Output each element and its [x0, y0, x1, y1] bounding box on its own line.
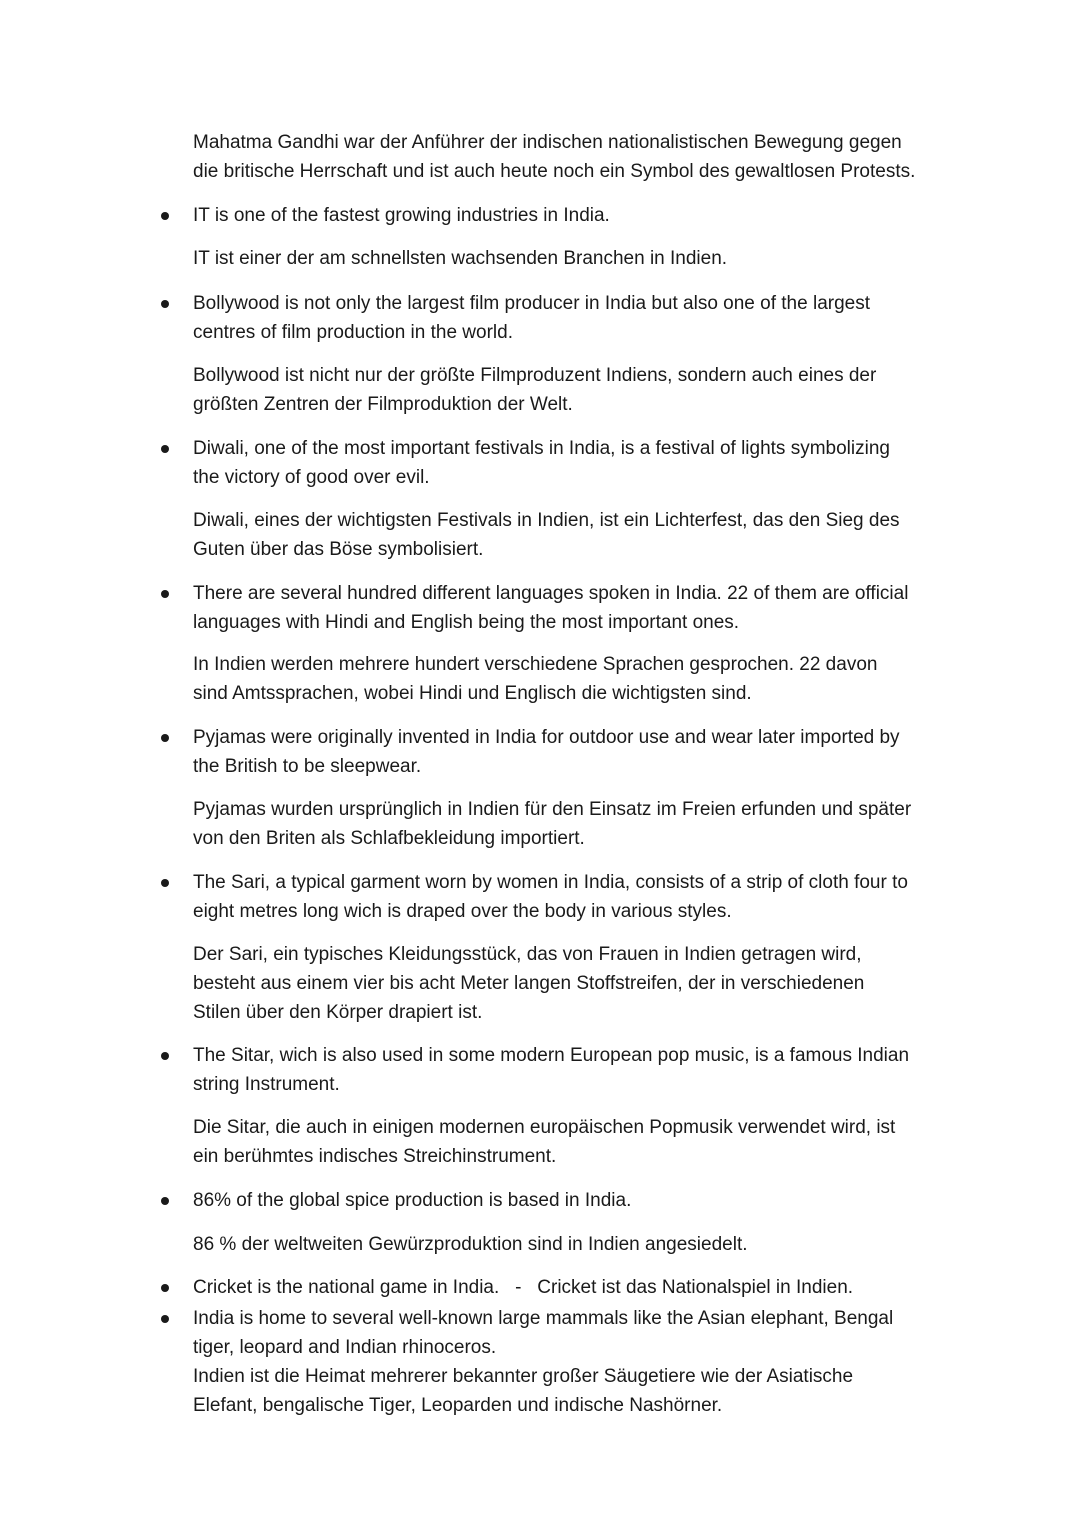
text-line: There are several hundred different languages spoken in India. 22 of them are official — [193, 583, 909, 604]
text-line: tiger, leopard and Indian rhinoceros. — [193, 1337, 497, 1358]
text-line: Diwali, eines der wichtigsten Festivals in Indien, ist ein Lichterfest, das den Sieg des — [193, 510, 900, 531]
text-line: Indien ist die Heimat mehrerer bekannter großer Säugetiere wie der Asiatische — [193, 1366, 854, 1387]
fact-sitar-de — [193, 1113, 963, 1171]
fact-spice-de — [193, 1230, 963, 1259]
text-line: Mahatma Gandhi war der Anführer der indischen nationalistischen Bewegung gegen — [193, 132, 902, 153]
fact-spice-en — [193, 1186, 963, 1215]
bullet-icon — [161, 879, 169, 887]
fact-pyjamas-en — [193, 723, 963, 781]
intro-translation — [193, 128, 963, 186]
text-line: The Sari, a typical garment worn by women in India, consists of a strip of cloth four to — [193, 872, 908, 893]
text-line: die britische Herrschaft und ist auch heute noch ein Symbol des gewaltlosen Protests. — [193, 161, 916, 182]
text-line: Die Sitar, die auch in einigen modernen europäischen Popmusik verwendet wird, ist — [193, 1117, 896, 1138]
text-line: The Sitar, wich is also used in some modern European pop music, is a famous Indian — [193, 1045, 910, 1066]
text-line: Bollywood is not only the largest film producer in India but also one of the largest — [193, 293, 870, 314]
text-line: Diwali, one of the most important festivals in India, is a festival of lights symbolizing — [193, 438, 890, 459]
bullet-icon — [161, 445, 169, 453]
text-line: sind Amtssprachen, wobei Hindi und Englisch die wichtigsten sind. — [193, 683, 752, 704]
fact-cricket — [193, 1273, 963, 1302]
text-line: größten Zentren der Filmproduktion der Welt. — [193, 394, 573, 415]
fact-sari-en — [193, 868, 963, 926]
text-line: Elefant, bengalische Tiger, Leoparden und indische Nashörner. — [193, 1395, 723, 1416]
text-line: 86% of the global spice production is based in India. — [193, 1190, 632, 1211]
bullet-icon — [161, 1197, 169, 1205]
fact-languages-de — [193, 650, 963, 708]
text-line: Pyjamas were originally invented in India for outdoor use and wear later imported by — [193, 727, 900, 748]
bullet-icon — [161, 212, 169, 220]
fact-bollywood-en — [193, 289, 963, 347]
text-line: besteht aus einem vier bis acht Meter langen Stoffstreifen, der in verschiedenen — [193, 973, 865, 994]
text-line: languages with Hindi and English being the most important ones. — [193, 612, 740, 633]
text-line: von den Briten als Schlafbekleidung importiert. — [193, 828, 585, 849]
separator-dash: - — [515, 1277, 522, 1298]
text-line: Stilen über den Körper drapiert ist. — [193, 1002, 483, 1023]
fact-diwali-de — [193, 506, 963, 564]
text-line: India is home to several well-known large mammals like the Asian elephant, Bengal — [193, 1308, 894, 1329]
text-line: Guten über das Böse symbolisiert. — [193, 539, 484, 560]
text-line: eight metres long wich is draped over the body in various styles. — [193, 901, 732, 922]
fact-cricket-de: Cricket ist das Nationalspiel in Indien. — [537, 1277, 854, 1298]
text-line: IT is one of the fastest growing industries in India. — [193, 205, 610, 226]
fact-cricket-en: Cricket is the national game in India. — [193, 1277, 500, 1298]
fact-sari-de — [193, 940, 963, 1027]
text-line: IT ist einer der am schnellsten wachsenden Branchen in Indien. — [193, 248, 728, 269]
fact-it-en — [193, 201, 963, 230]
bullet-icon — [161, 590, 169, 598]
bullet-icon — [161, 734, 169, 742]
fact-pyjamas-de — [193, 795, 963, 853]
text-line — [193, 1273, 963, 1302]
text-line: the victory of good over evil. — [193, 467, 430, 488]
bullet-icon — [161, 300, 169, 308]
fact-it-de — [193, 244, 963, 273]
bullet-icon — [161, 1315, 169, 1323]
bullet-icon — [161, 1284, 169, 1292]
text-line: Bollywood ist nicht nur der größte Filmproduzent Indiens, sondern auch eines der — [193, 365, 877, 386]
text-line: centres of film production in the world. — [193, 322, 513, 343]
text-line: string Instrument. — [193, 1074, 340, 1095]
fact-languages-en — [193, 579, 963, 637]
fact-mammals — [193, 1304, 963, 1420]
fact-sitar-en — [193, 1041, 963, 1099]
text-line: the British to be sleepwear. — [193, 756, 422, 777]
text-line: ein berühmtes indisches Streichinstrument. — [193, 1146, 557, 1167]
text-line: In Indien werden mehrere hundert verschiedene Sprachen gesprochen. 22 davon — [193, 654, 878, 675]
text-line: 86 % der weltweiten Gewürzproduktion sind in Indien angesiedelt. — [193, 1234, 748, 1255]
bullet-icon — [161, 1052, 169, 1060]
fact-diwali-en — [193, 434, 963, 492]
fact-bollywood-de — [193, 361, 963, 419]
text-line: Der Sari, ein typisches Kleidungsstück, das von Frauen in Indien getragen wird, — [193, 944, 862, 965]
text-line: Pyjamas wurden ursprünglich in Indien für den Einsatz im Freien erfunden und später — [193, 799, 912, 820]
